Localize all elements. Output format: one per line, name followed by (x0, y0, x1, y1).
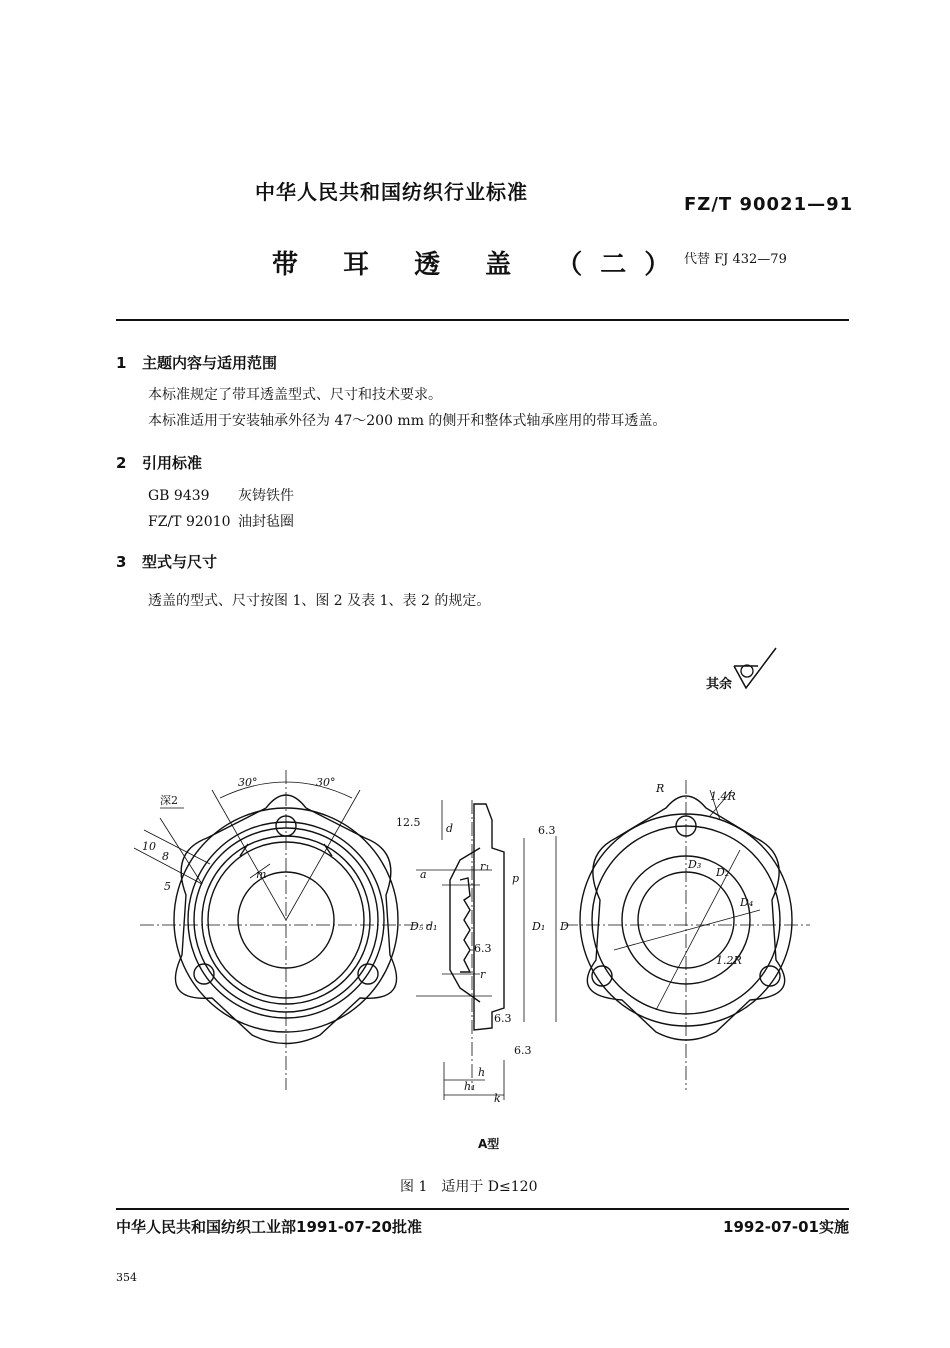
front-view-left (134, 770, 432, 1090)
label-r1: r₁ (480, 860, 490, 873)
label-p: p (512, 872, 520, 885)
replaces-note: 代替 FJ 432—79 (684, 252, 787, 267)
section-3-heading (116, 551, 217, 572)
section-heading-text: 型式与尺寸 (142, 553, 218, 571)
section-2-heading (116, 452, 202, 473)
technical-drawing (120, 760, 820, 1130)
label-h: h (478, 1066, 486, 1079)
header-divider (116, 319, 849, 321)
page-number: 354 (116, 1271, 137, 1284)
reference-item (148, 483, 294, 509)
label-roughness-12-5: 12.5 (396, 816, 421, 829)
reference-code: GB 9439 (148, 488, 210, 504)
figure-caption: 图 1 适用于 D≤120 (400, 1179, 538, 1195)
label-D: D (560, 920, 569, 933)
standard-code: FZ/T 90021—91 (684, 194, 854, 215)
label-dim-8: 8 (162, 850, 169, 863)
label-R-1-2: 1.2R (716, 954, 742, 967)
label-D1: D₁ (532, 920, 546, 933)
label-angle-left: 30° (238, 776, 258, 789)
section-number: 3 (116, 553, 127, 571)
implementation-note: 1992-07-01实施 (723, 1218, 849, 1236)
back-view-right (564, 780, 810, 1090)
label-D2: D₂ (716, 866, 730, 879)
label-depth: 深2 (160, 794, 178, 807)
label-h1: h₁ (464, 1080, 476, 1093)
roughness-symbol-icon (730, 646, 780, 694)
label-roughness-side: 6.3 (514, 1044, 532, 1057)
reference-code: FZ/T 92010 (148, 514, 231, 530)
label-dim-10: 10 (142, 840, 156, 853)
reference-name: 油封毡圈 (238, 514, 294, 530)
surface-note: 其余 (706, 677, 733, 692)
label-angle-right: 30° (316, 776, 336, 789)
reference-name: 灰铸铁件 (238, 488, 294, 504)
label-d1: d₁ (426, 920, 438, 933)
figure-type-label: A型 (478, 1137, 500, 1151)
section-1-heading (116, 352, 277, 373)
label-m: m (256, 868, 267, 881)
label-k: k (494, 1092, 501, 1105)
standard-organization: 中华人民共和国纺织行业标准 (255, 180, 528, 204)
section-heading-text: 引用标准 (142, 454, 203, 472)
reference-list (148, 483, 294, 535)
section-1-body (148, 382, 666, 434)
label-roughness-mid: 6.3 (474, 942, 492, 955)
label-R: R (656, 782, 665, 795)
paragraph: 本标准适用于安装轴承外径为 47～200 mm 的侧开和整体式轴承座用的带耳透盖。 (148, 413, 667, 429)
label-roughness-low: 6.3 (494, 1012, 512, 1025)
label-D3: D₃ (688, 858, 702, 871)
label-D4: D₄ (740, 896, 754, 909)
page-title: 带 耳 透 盖 （二） (272, 250, 689, 280)
label-r: r (480, 968, 486, 981)
footer-divider (116, 1208, 849, 1210)
label-a: a (420, 868, 427, 881)
reference-item (148, 509, 294, 535)
section-heading-text: 主题内容与适用范围 (142, 354, 278, 372)
label-dim-5: 5 (164, 880, 171, 893)
section-number: 2 (116, 454, 127, 472)
paragraph: 本标准规定了带耳透盖型式、尺寸和技术要求。 (148, 387, 442, 403)
label-d: d (446, 822, 454, 835)
label-roughness-top: 6.3 (538, 824, 556, 837)
dimension-labels (142, 776, 753, 1105)
section-number: 1 (116, 354, 127, 372)
paragraph: 透盖的型式、尺寸按图 1、图 2 及表 1、表 2 的规定。 (148, 593, 491, 609)
approval-note: 中华人民共和国纺织工业部1991-07-20批准 (116, 1218, 422, 1236)
section-3-body (148, 588, 490, 614)
label-R-1-4: 1.4R (710, 790, 736, 803)
label-D5: D₅ (410, 920, 424, 933)
